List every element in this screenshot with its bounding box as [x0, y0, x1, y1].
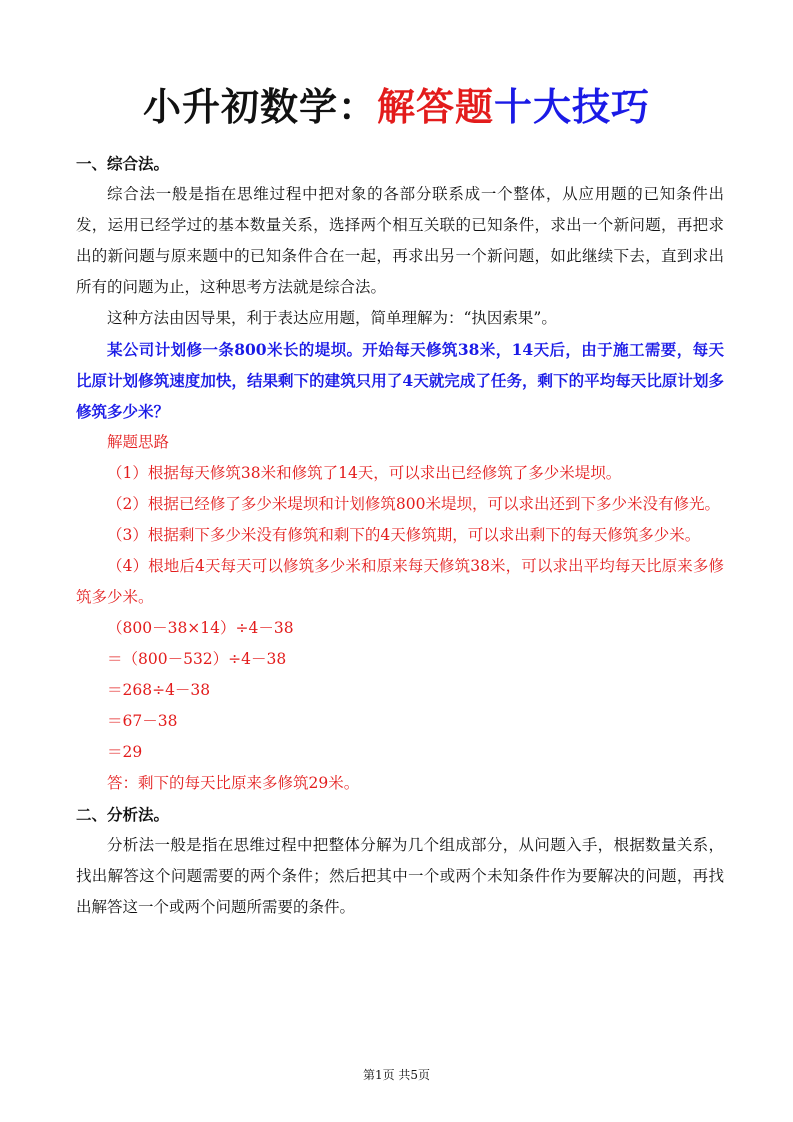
- step-3: （3）根据剩下多少米没有修筑和剩下的4天修筑期，可以求出剩下的每天修筑多少米。: [107, 526, 701, 544]
- answer: 答：剩下的每天比原来多修筑29米。: [107, 774, 360, 792]
- step-2: （2）根据已经修了多少米堤坝和计划修筑800米堤坝，可以求出还到下多少米没有修光。: [107, 495, 720, 513]
- calc-line-4: ＝67－38: [107, 712, 178, 730]
- thinking-label: 解题思路: [107, 433, 170, 451]
- calc-line-5: ＝29: [107, 743, 143, 761]
- calc-line-3: ＝268÷4－38: [107, 681, 211, 699]
- page-footer: 第1页 共5页: [362, 1068, 431, 1082]
- title-part-black: 小升初数学：: [142, 85, 377, 129]
- example-problem: 某公司计划修一条800米长的堤坝。开始每天修筑38米，14天后，由于施工需要，每天比原计划修筑速度加快，结果剩下的建筑只用了4天就完成了任务，剩下的平均每天比原计划多修筑多少米？: [76, 340, 724, 421]
- step-1: （1）根据每天修筑38米和修筑了14天，可以求出已经修筑了多少米堤坝。: [107, 464, 622, 482]
- title-part-red: 解答题: [376, 85, 494, 129]
- section2-paragraph-1: 分析法一般是指在思维过程中把整体分解为几个组成部分，从问题入手，根据数量关系，找出解答这个问题需要的两个条件；然后把其中一个或两个未知条件作为要解决的问题，再找出解答这一个或两个问题所需要的条件。: [76, 836, 724, 916]
- section1-heading: 一、综合法。: [76, 154, 170, 173]
- calc-line-1: （800－38×14）÷4－38: [107, 619, 294, 637]
- title-part-blue: 十大技巧: [494, 85, 651, 129]
- document-body: [76, 148, 724, 923]
- step-4: （4）根地后4天每天可以修筑多少米和原来每天修筑38米，可以求出平均每天比原来多修筑多少米。: [76, 557, 724, 606]
- page-title: [0, 82, 793, 132]
- section1-paragraph-1: 综合法一般是指在思维过程中把对象的各部分联系成一个整体，从应用题的已知条件出发，运用已经学过的基本数量关系，选择两个相互关联的已知条件，求出一个新问题，再把求出的新问题与原来题中的已知条件合在一起，再求出另一个新问题，如此继续下去，直到求出所有的问题为止，这种思考方法就是综合法。: [76, 185, 724, 296]
- section2-heading: 二、分析法。: [76, 805, 170, 824]
- calc-line-2: ＝（800－532）÷4－38: [107, 650, 287, 668]
- section1-paragraph-2: 这种方法由因导果，利于表达应用题，简单理解为：“执因索果”。: [107, 309, 557, 327]
